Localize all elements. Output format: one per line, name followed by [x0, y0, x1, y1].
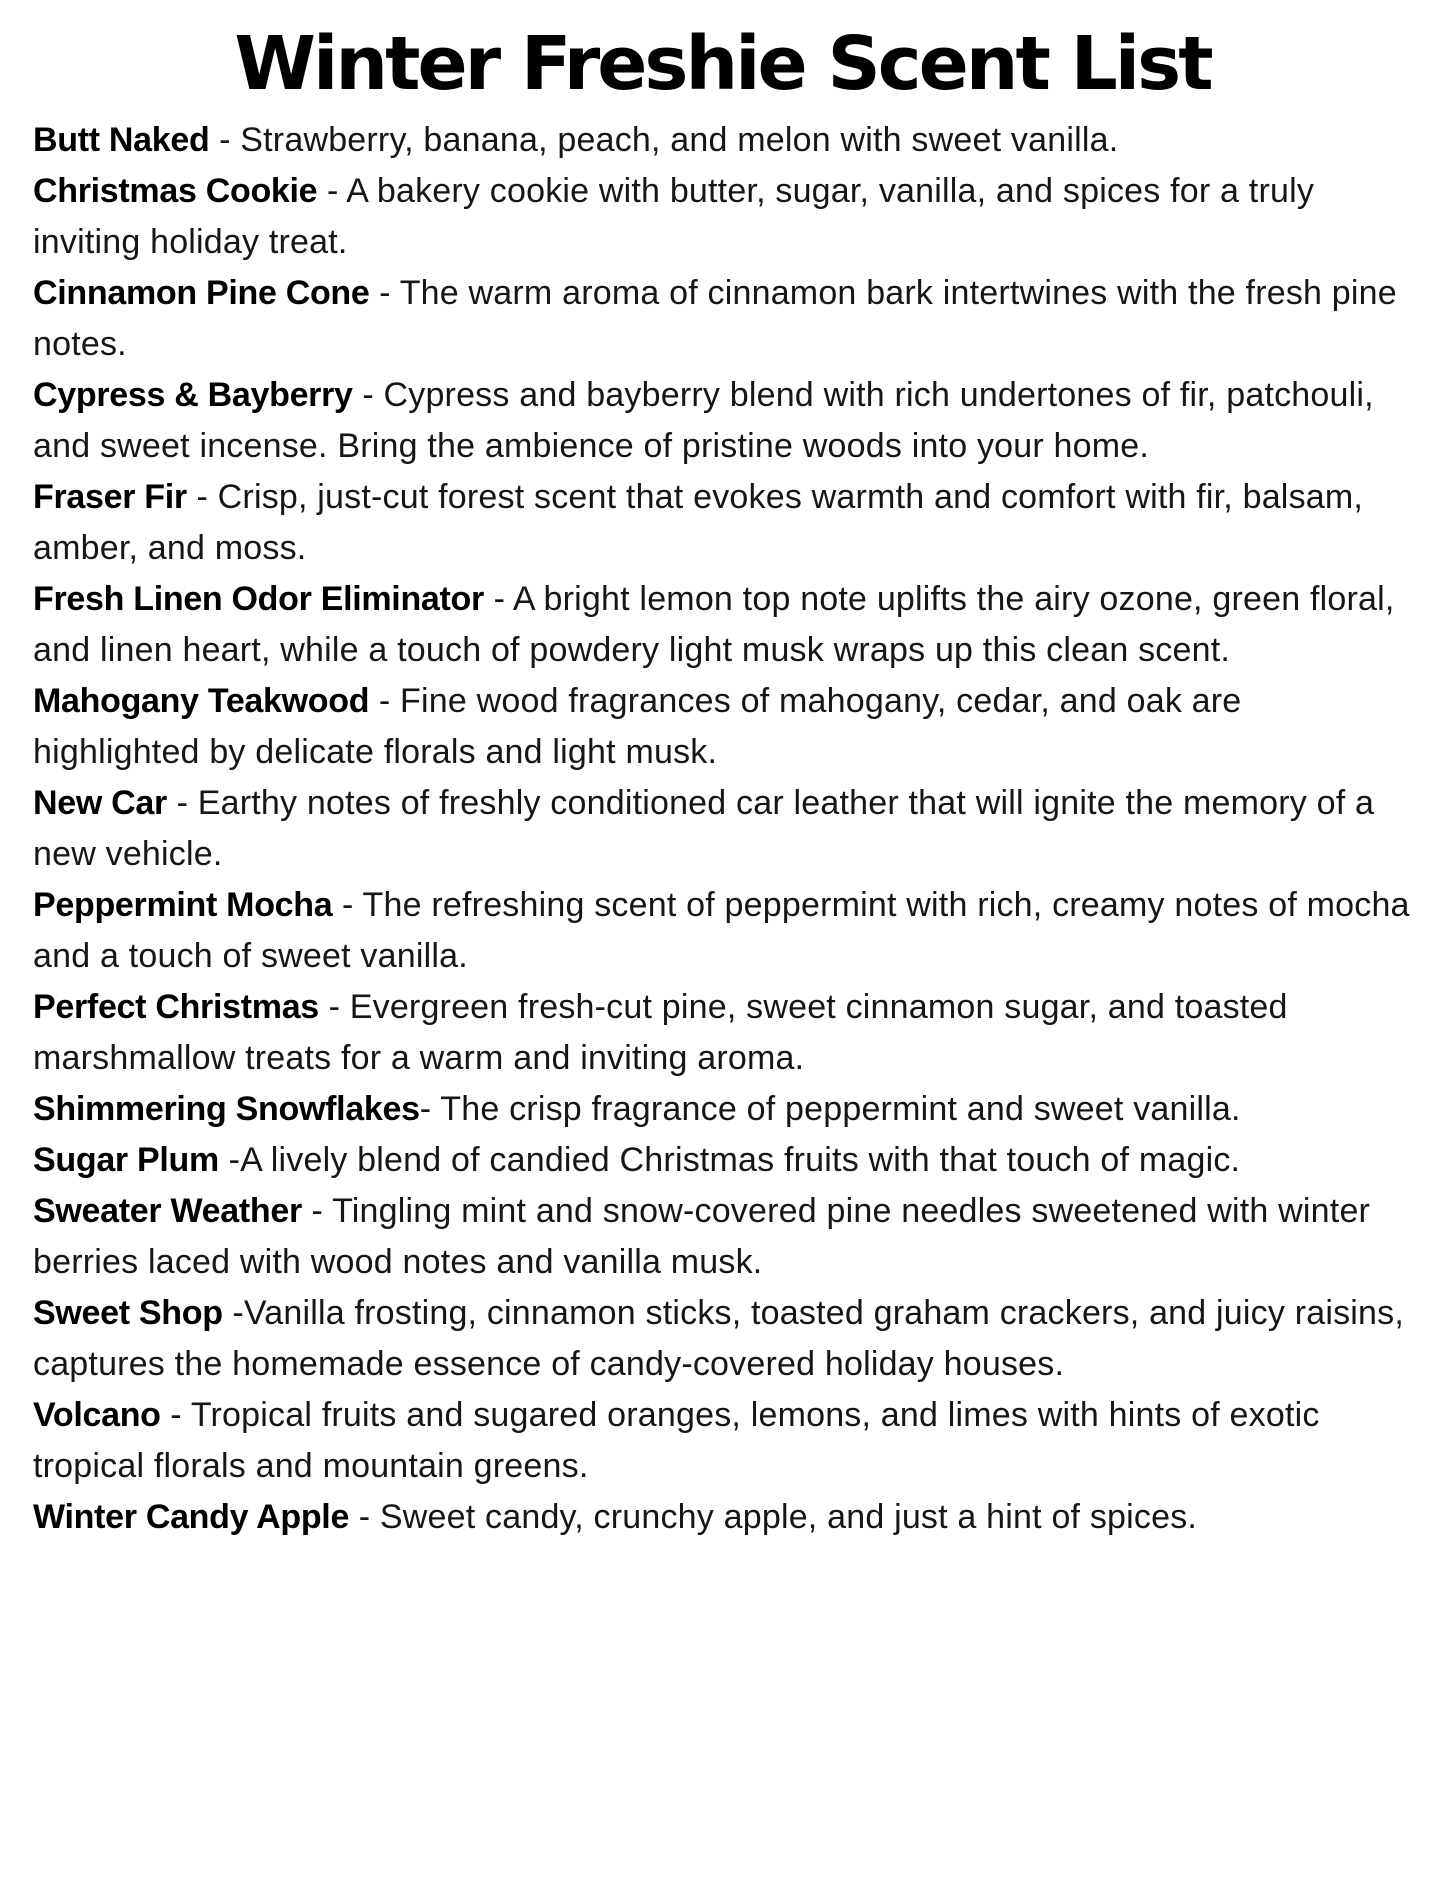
- scent-name: Sweater Weather: [33, 1192, 302, 1231]
- scent-entry-shimmering-snowflakes: [33, 1084, 1412, 1135]
- scent-name: New Car: [33, 784, 167, 823]
- scent-name: Mahogany Teakwood: [33, 682, 370, 721]
- scent-description: - Cypress and bayberry blend with rich undertones of fir, patchouli, and sweet incense. Bring the ambience of pristine woods into your home.: [33, 376, 1374, 466]
- scent-list: [0, 115, 1445, 1543]
- scent-name: Fresh Linen Odor Eliminator: [33, 580, 484, 619]
- scent-entry-fresh-linen-odor-eliminator: [33, 574, 1412, 676]
- scent-description: -A lively blend of candied Christmas fruits with that touch of magic.: [218, 1141, 1241, 1180]
- scent-description: - Evergreen fresh-cut pine, sweet cinnamon sugar, and toasted marshmallow treats for a warm and inviting aroma.: [33, 988, 1288, 1078]
- scent-description: - Fine wood fragrances of mahogany, cedar, and oak are highlighted by delicate florals and light musk.: [33, 682, 1242, 772]
- scent-entry-peppermint-mocha: [33, 880, 1412, 982]
- scent-entry-butt-naked: [33, 115, 1412, 166]
- scent-entry-volcano: [33, 1390, 1412, 1492]
- scent-description: - A bright lemon top note uplifts the airy ozone, green floral, and linen heart, while a touch of powdery light musk wraps up this clean scent.: [33, 580, 1395, 670]
- scent-entry-winter-candy-apple: [33, 1492, 1412, 1543]
- scent-entry-cypress-bayberry: [33, 370, 1412, 472]
- scent-name: Butt Naked: [33, 121, 210, 160]
- scent-description: - A bakery cookie with butter, sugar, vanilla, and spices for a truly inviting holiday treat.: [33, 172, 1315, 262]
- scent-name: Peppermint Mocha: [33, 886, 333, 925]
- scent-description: - Earthy notes of freshly conditioned car leather that will ignite the memory of a new vehicle.: [33, 784, 1375, 874]
- scent-name: Christmas Cookie: [33, 172, 318, 211]
- scent-name: Perfect Christmas: [33, 988, 319, 1027]
- scent-entry-sweater-weather: [33, 1186, 1412, 1288]
- scent-description: - Tingling mint and snow-covered pine needles sweetened with winter berries laced with wood notes and vanilla musk.: [33, 1192, 1371, 1282]
- page-title: Winter Freshie Scent List: [234, 21, 1211, 107]
- scent-description: - The crisp fragrance of peppermint and sweet vanilla.: [419, 1090, 1241, 1129]
- scent-description: - The warm aroma of cinnamon bark intertwines with the fresh pine notes.: [33, 274, 1397, 364]
- scent-name: Winter Candy Apple: [33, 1498, 350, 1537]
- scent-name: Sugar Plum: [33, 1141, 219, 1180]
- scent-entry-fraser-fir: [33, 472, 1412, 574]
- scent-description: - The refreshing scent of peppermint with rich, creamy notes of mocha and a touch of sweet vanilla.: [33, 886, 1410, 976]
- scent-entry-sweet-shop: [33, 1288, 1412, 1390]
- scent-description: - Strawberry, banana, peach, and melon with sweet vanilla.: [209, 121, 1119, 160]
- scent-list-page: [0, 21, 1445, 1895]
- scent-description: - Sweet candy, crunchy apple, and just a hint of spices.: [349, 1498, 1198, 1537]
- scent-entry-sugar-plum: [33, 1135, 1412, 1186]
- scent-name: Cypress & Bayberry: [33, 376, 353, 415]
- scent-entry-cinnamon-pine-cone: [33, 268, 1412, 370]
- scent-entry-mahogany-teakwood: [33, 676, 1412, 778]
- scent-description: - Crisp, just-cut forest scent that evokes warmth and comfort with fir, balsam, amber, and moss.: [33, 478, 1364, 568]
- scent-entry-new-car: [33, 778, 1412, 880]
- scent-name: Shimmering Snowflakes: [33, 1090, 420, 1129]
- scent-entry-christmas-cookie: [33, 166, 1412, 268]
- scent-description: - Tropical fruits and sugared oranges, lemons, and limes with hints of exotic tropical florals and mountain greens.: [33, 1396, 1320, 1486]
- scent-name: Fraser Fir: [33, 478, 187, 517]
- scent-name: Volcano: [33, 1396, 161, 1435]
- scent-entry-perfect-christmas: [33, 982, 1412, 1084]
- scent-description: -Vanilla frosting, cinnamon sticks, toasted graham crackers, and juicy raisins, captures the homemade essence of candy-covered holiday houses.: [33, 1294, 1404, 1384]
- scent-name: Cinnamon Pine Cone: [33, 274, 370, 313]
- scent-name: Sweet Shop: [33, 1294, 223, 1333]
